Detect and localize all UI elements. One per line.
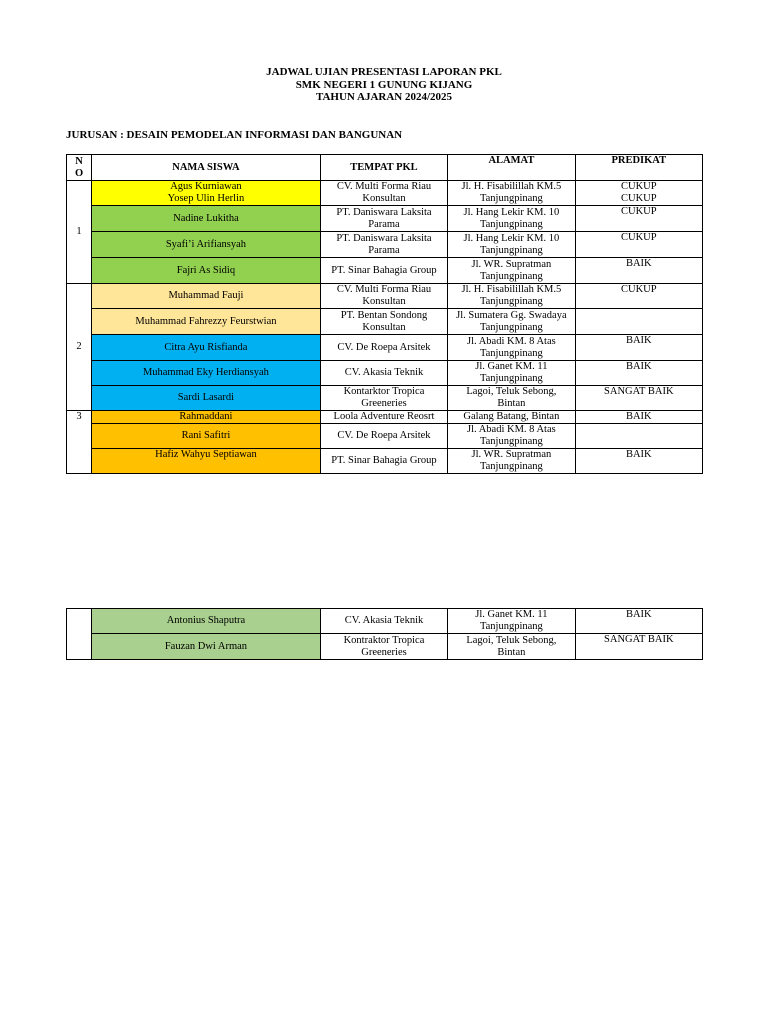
student-name-cell: Muhammad Eky Herdiansyah [92,361,321,386]
address-cell: Jl. Hang Lekir KM. 10 Tanjungpinang [448,206,575,232]
pkl-place-cell: PT. Sinar Bahagia Group [320,258,447,284]
address-cell: Jl. H. Fisabilillah KM.5 Tanjungpinang [448,181,575,206]
student-name-cell: Agus Kurniawan Yosep Ulin Herlin [92,181,321,206]
col-header-no: N O [67,155,92,181]
table-row [67,258,703,284]
title-line-2: SMK NEGERI 1 GUNUNG KIJANG [295,78,473,91]
predicate-cell [575,309,702,335]
pkl-place-cell: CV. Multi Forma Riau Konsultan [320,284,447,309]
address-cell: Jl. WR. Supratman Tanjungpinang [448,449,575,474]
predicate-cell: CUKUP [575,206,702,232]
predicate-cell: CUKUP [575,284,702,309]
title-line-3: TAHUN AJARAN 2024/2025 [315,91,453,103]
schedule-table-continued [66,608,703,660]
student-name-cell: Citra Ayu Risfianda [92,335,321,361]
student-name-cell: Hafiz Wahyu Septiawan [92,449,321,474]
pkl-place-cell: PT. Daniswara Laksita Parama [320,232,447,258]
group-number-cell: 2 [67,284,92,411]
col-header-nama: NAMA SISWA [92,155,321,181]
student-name-cell: Nadine Lukitha [92,206,321,232]
title-line-1: JADWAL UJIAN PRESENTASI LAPORAN PKL [266,66,502,78]
student-name-cell: Syafi’i Arifiansyah [92,232,321,258]
pkl-place-cell: PT. Daniswara Laksita Parama [320,206,447,232]
pkl-place-cell: PT. Sinar Bahagia Group [320,449,447,474]
address-cell: Lagoi, Teluk Sebong, Bintan [448,634,575,660]
table-row [67,309,703,335]
table-row [67,232,703,258]
pkl-place-cell: CV. Akasia Teknik [320,361,447,386]
schedule-table-body [67,181,703,474]
student-name-cell: Muhammad Fahrezzy Feurstwian [92,309,321,335]
table-header-row [67,155,703,181]
schedule-table [66,154,703,474]
address-cell: Jl. Ganet KM. 11 Tanjungpinang [448,609,575,634]
table-row [67,181,703,206]
predicate-cell: BAIK [575,609,702,634]
address-cell: Jl. WR. Supratman Tanjungpinang [448,258,575,284]
table-row [67,361,703,386]
group-number-cell [67,609,92,660]
pkl-place-cell: Kontraktor Tropica Greeneries [320,634,447,660]
table-row [67,206,703,232]
student-name-cell: Rani Safitri [92,424,321,449]
address-cell: Jl. Ganet KM. 11 Tanjungpinang [448,361,575,386]
department-label: JURUSAN : DESAIN PEMODELAN INFORMASI DAN BANGUNAN [66,129,403,141]
predicate-cell: BAIK [575,361,702,386]
col-header-predikat: PREDIKAT [575,155,702,181]
table-row [67,284,703,309]
pkl-place-cell: Loola Adventure Reosrt [320,411,447,424]
table-row [67,609,703,634]
group-number-cell: 3 [67,411,92,474]
pkl-place-cell: CV. De Roepa Arsitek [320,335,447,361]
pkl-place-cell: CV. De Roepa Arsitek [320,424,447,449]
col-header-alamat: ALAMAT [448,155,575,181]
table-row [67,449,703,474]
address-cell: Jl. Abadi KM. 8 Atas Tanjungpinang [448,335,575,361]
student-name-cell: Muhammad Fauji [92,284,321,309]
student-name-cell: Fajri As Sidiq [92,258,321,284]
table-row [67,634,703,660]
predicate-cell: SANGAT BAIK [575,634,702,660]
address-cell: Jl. Abadi KM. 8 Atas Tanjungpinang [448,424,575,449]
address-cell: Jl. Hang Lekir KM. 10 Tanjungpinang [448,232,575,258]
pkl-place-cell: CV. Akasia Teknik [320,609,447,634]
group-number-cell: 1 [67,181,92,284]
table-row [67,424,703,449]
pkl-place-cell: CV. Multi Forma Riau Konsultan [320,181,447,206]
predicate-cell: BAIK [575,411,702,424]
table-row [67,335,703,361]
document-header [0,66,768,104]
predicate-cell: SANGAT BAIK [575,386,702,411]
table-row [67,386,703,411]
schedule-table-continued-body [67,609,703,660]
address-cell: Jl. Sumatera Gg. Swadaya Tanjungpinang [448,309,575,335]
pkl-place-cell: PT. Bentan Sondong Konsultan [320,309,447,335]
predicate-cell: BAIK [575,258,702,284]
pkl-place-cell: Kontarktor Tropica Greeneries [320,386,447,411]
predicate-cell: BAIK [575,449,702,474]
student-name-cell: Antonius Shaputra [92,609,321,634]
col-header-tempat: TEMPAT PKL [320,155,447,181]
predicate-cell [575,424,702,449]
predicate-cell: BAIK [575,335,702,361]
student-name-cell: Fauzan Dwi Arman [92,634,321,660]
student-name-cell: Rahmaddani [92,411,321,424]
address-cell: Lagoi, Teluk Sebong, Bintan [448,386,575,411]
address-cell: Jl. H. Fisabilillah KM.5 Tanjungpinang [448,284,575,309]
predicate-cell: CUKUP CUKUP [575,181,702,206]
table-row [67,411,703,424]
predicate-cell: CUKUP [575,232,702,258]
student-name-cell: Sardi Lasardi [92,386,321,411]
address-cell: Galang Batang, Bintan [448,411,575,424]
